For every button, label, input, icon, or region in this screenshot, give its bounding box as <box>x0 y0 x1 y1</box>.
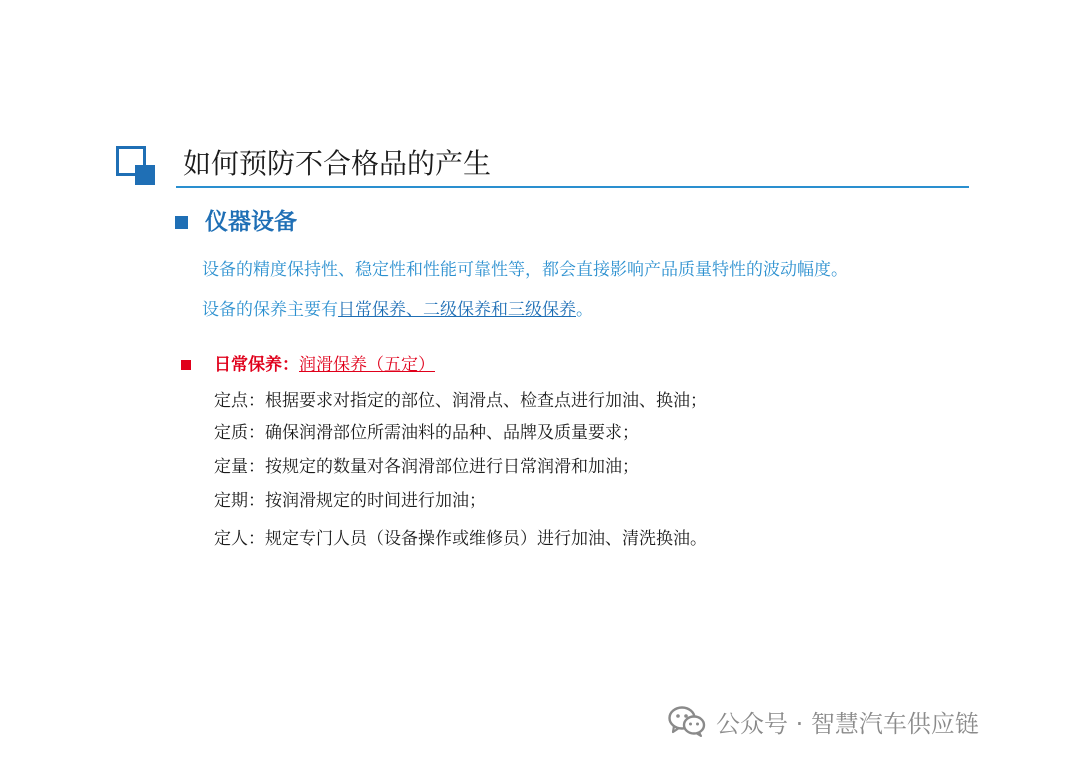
rule-fixed-quantity: 定量：按规定的数量对各润滑部位进行日常润滑和加油； <box>214 457 639 477</box>
section-heading: 仪器设备 <box>205 209 297 235</box>
logo-filled-square <box>135 165 155 185</box>
watermark-text: 公众号 · 智慧汽车供应链 <box>716 709 979 738</box>
rule-fixed-quality: 定质：确保润滑部位所需油料的品种、品牌及质量要求； <box>214 423 639 443</box>
lubrication-link[interactable]: 润滑保养（五定） <box>299 355 435 375</box>
title-underline <box>176 186 969 188</box>
rule-fixed-person: 定人：规定专门人员（设备操作或维修员）进行加油、清洗换油。 <box>214 529 707 549</box>
intro-suffix: 。 <box>576 300 593 320</box>
intro-line-1: 设备的精度保持性、稳定性和性能可靠性等，都会直接影响产品质量特性的波动幅度。 <box>202 260 848 280</box>
daily-label: 日常保养： <box>214 355 299 375</box>
rule-fixed-period: 定期：按润滑规定的时间进行加油； <box>214 491 486 511</box>
watermark <box>668 703 979 739</box>
page-title: 如何预防不合格品的产生 <box>183 147 492 180</box>
wechat-icon <box>668 705 706 737</box>
maintenance-types-link[interactable]: 日常保养、二级保养和三级保养 <box>338 300 576 320</box>
title-logo-icon <box>116 146 160 188</box>
intro-line-2 <box>202 297 593 323</box>
daily-maintenance-heading <box>214 352 435 378</box>
rule-fixed-point: 定点：根据要求对指定的部位、润滑点、检查点进行加油、换油； <box>214 391 707 411</box>
section-bullet-icon <box>175 216 188 229</box>
intro-prefix: 设备的保养主要有 <box>202 300 338 320</box>
daily-bullet-icon <box>181 360 191 370</box>
